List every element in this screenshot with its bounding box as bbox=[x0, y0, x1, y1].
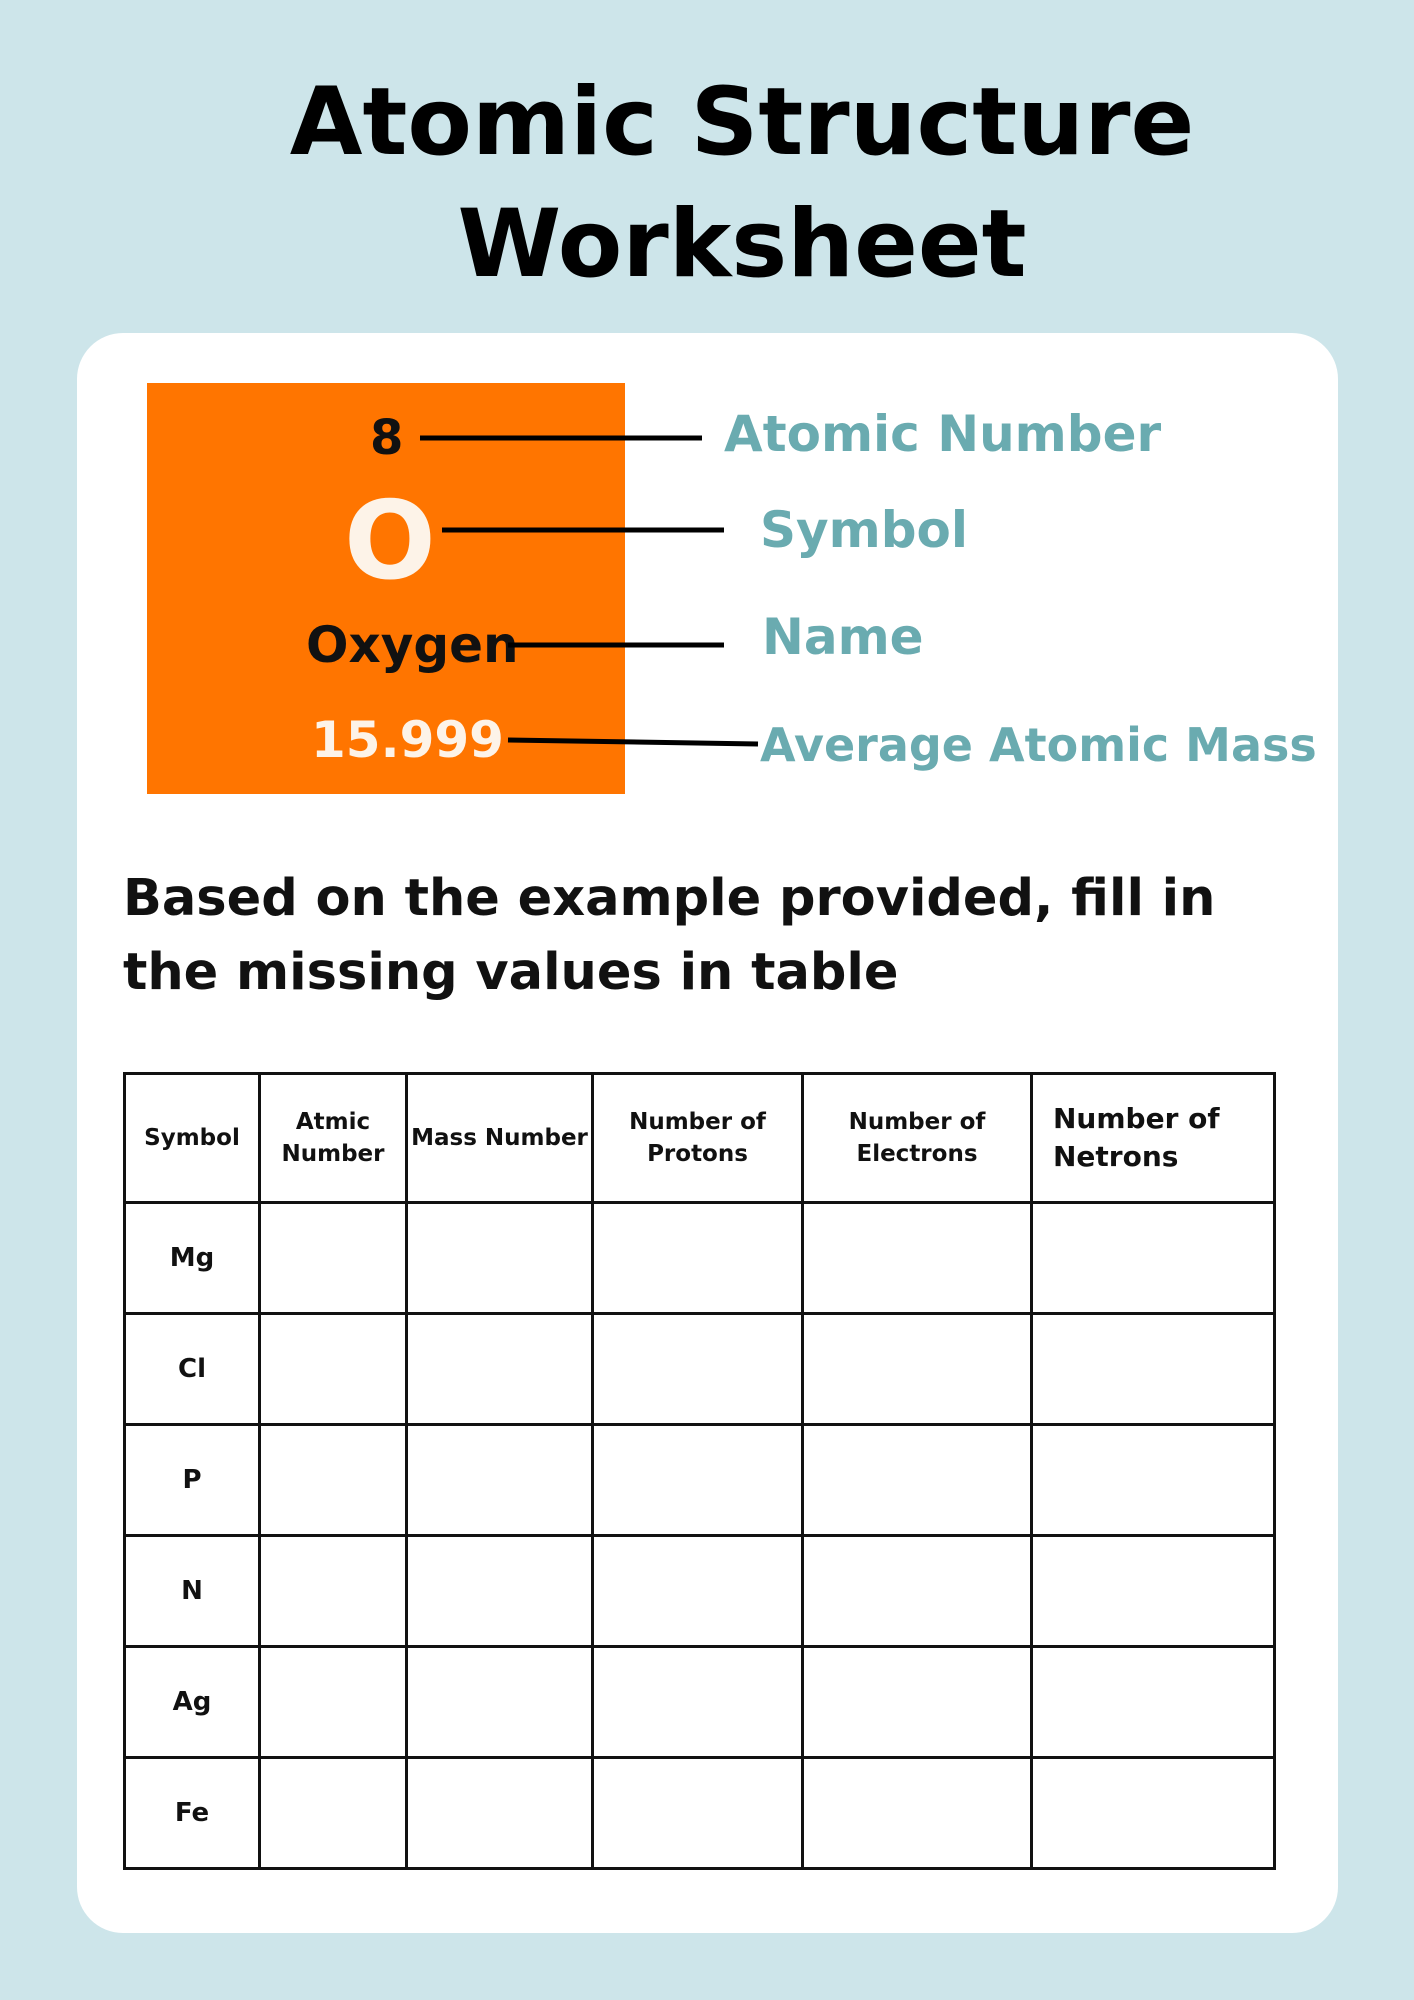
atomic-number-cell[interactable] bbox=[260, 1536, 407, 1647]
callout-symbol: Symbol bbox=[760, 501, 968, 559]
table-row bbox=[125, 1203, 1275, 1314]
electrons-cell[interactable] bbox=[803, 1536, 1032, 1647]
protons-cell[interactable] bbox=[593, 1647, 803, 1758]
callout-mass: Average Atomic Mass bbox=[760, 718, 1317, 772]
mass-number-cell[interactable] bbox=[407, 1425, 593, 1536]
atomic-number-cell[interactable] bbox=[260, 1314, 407, 1425]
mass-number-cell[interactable] bbox=[407, 1203, 593, 1314]
neutrons-cell[interactable] bbox=[1032, 1203, 1275, 1314]
callout-name: Name bbox=[762, 608, 924, 666]
electrons-cell[interactable] bbox=[803, 1314, 1032, 1425]
atomic-number-cell[interactable] bbox=[260, 1758, 407, 1869]
mass-number-cell[interactable] bbox=[407, 1758, 593, 1869]
atomic-number-cell[interactable] bbox=[260, 1647, 407, 1758]
title-line-1: Atomic Structure bbox=[289, 68, 1195, 177]
row-symbol: Cl bbox=[125, 1314, 260, 1425]
instructions-text: Based on the example provided, fill in the missing values in table bbox=[123, 869, 1216, 1002]
electrons-cell[interactable] bbox=[803, 1647, 1032, 1758]
title-line-2: Worksheet bbox=[457, 190, 1027, 299]
row-symbol: Ag bbox=[125, 1647, 260, 1758]
mass-number-cell[interactable] bbox=[407, 1314, 593, 1425]
electrons-cell[interactable] bbox=[803, 1203, 1032, 1314]
header-protons: Number of Protons bbox=[593, 1074, 803, 1203]
neutrons-cell[interactable] bbox=[1032, 1758, 1275, 1869]
element-atomic-number: 8 bbox=[370, 410, 404, 466]
row-symbol: P bbox=[125, 1425, 260, 1536]
neutrons-cell[interactable] bbox=[1032, 1536, 1275, 1647]
atomic-number-cell[interactable] bbox=[260, 1203, 407, 1314]
protons-cell[interactable] bbox=[593, 1203, 803, 1314]
leader-mass bbox=[508, 740, 758, 744]
neutrons-cell[interactable] bbox=[1032, 1314, 1275, 1425]
callout-atomic-number: Atomic Number bbox=[724, 405, 1162, 463]
table-row bbox=[125, 1536, 1275, 1647]
header-symbol: Symbol bbox=[125, 1074, 260, 1203]
mass-number-cell[interactable] bbox=[407, 1647, 593, 1758]
neutrons-cell[interactable] bbox=[1032, 1647, 1275, 1758]
table-row bbox=[125, 1758, 1275, 1869]
element-name: Oxygen bbox=[306, 616, 519, 674]
neutrons-cell[interactable] bbox=[1032, 1425, 1275, 1536]
table-row bbox=[125, 1647, 1275, 1758]
protons-cell[interactable] bbox=[593, 1425, 803, 1536]
table-header-row bbox=[125, 1074, 1275, 1203]
header-neutrons: Number of Netrons bbox=[1032, 1074, 1275, 1203]
protons-cell[interactable] bbox=[593, 1758, 803, 1869]
row-symbol: Mg bbox=[125, 1203, 260, 1314]
table-row bbox=[125, 1425, 1275, 1536]
row-symbol: Fe bbox=[125, 1758, 260, 1869]
header-electrons: Number of Electrons bbox=[803, 1074, 1032, 1203]
element-table bbox=[123, 1072, 1276, 1870]
row-symbol: N bbox=[125, 1536, 260, 1647]
element-mass: 15.999 bbox=[311, 711, 504, 769]
element-symbol: O bbox=[344, 479, 436, 604]
header-atomic-number: Atmic Number bbox=[260, 1074, 407, 1203]
electrons-cell[interactable] bbox=[803, 1425, 1032, 1536]
mass-number-cell[interactable] bbox=[407, 1536, 593, 1647]
protons-cell[interactable] bbox=[593, 1314, 803, 1425]
atomic-number-cell[interactable] bbox=[260, 1425, 407, 1536]
header-mass-number: Mass Number bbox=[407, 1074, 593, 1203]
electrons-cell[interactable] bbox=[803, 1758, 1032, 1869]
protons-cell[interactable] bbox=[593, 1536, 803, 1647]
table-row bbox=[125, 1314, 1275, 1425]
